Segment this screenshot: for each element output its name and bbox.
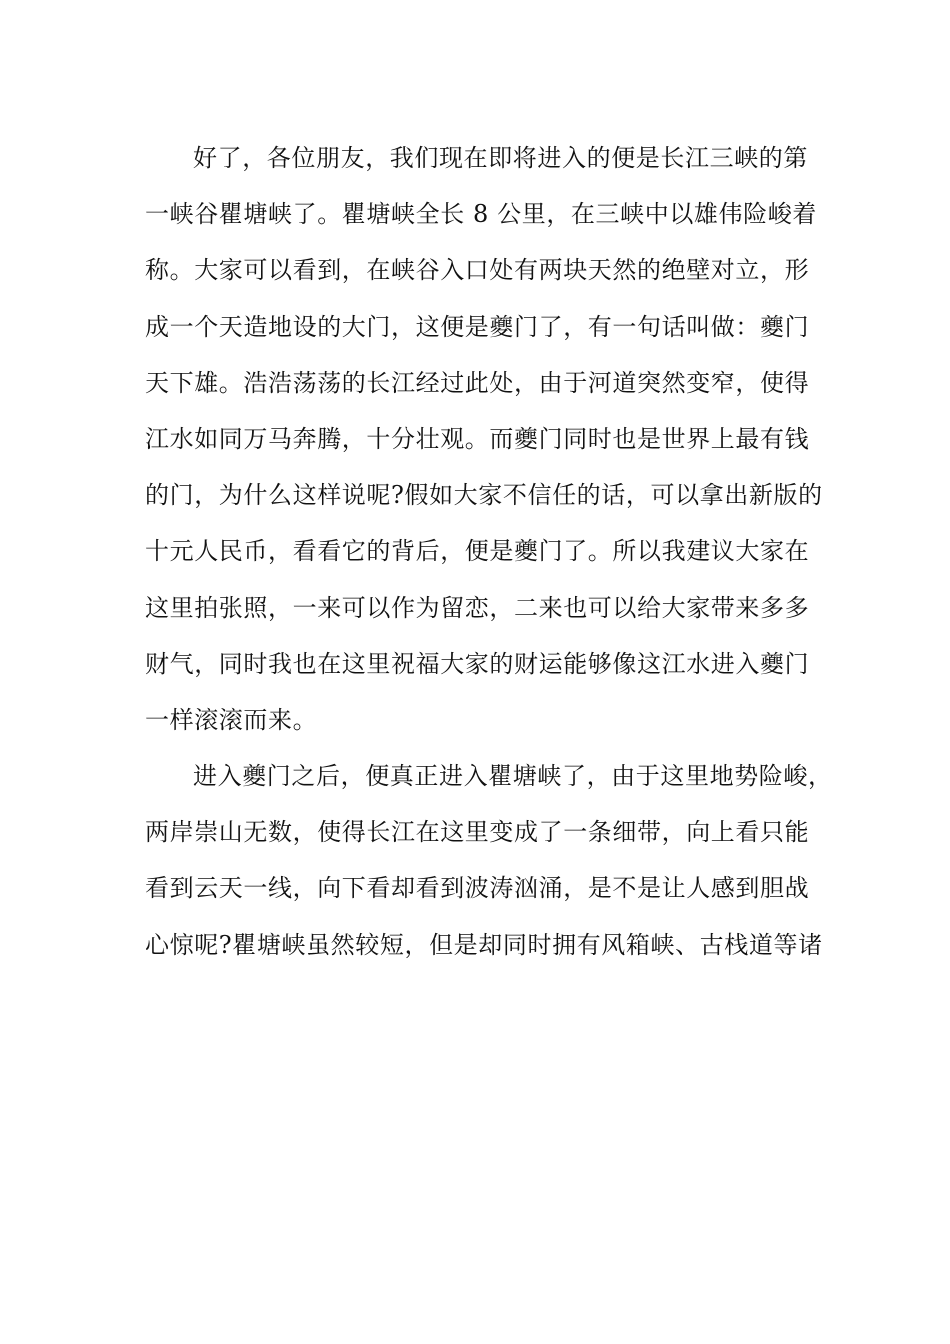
text-line: 江水如同万马奔腾，十分壮观。而夔门同时也是世界上最有钱: [145, 424, 810, 453]
text-line: 一样滚滚而来。: [145, 705, 318, 734]
text-line: 看到云天一线，向下看却看到波涛汹涌，是不是让人感到胆战: [145, 874, 810, 903]
text-line: 的门，为什么这样说呢?假如大家不信任的话，可以拿出新版的: [145, 481, 823, 510]
paragraph-1: [145, 130, 835, 748]
text-line: 十元人民币，看看它的背后，便是夔门了。所以我建议大家在: [145, 537, 810, 566]
text-line: 进入夔门之后，便真正进入瞿塘峡了，由于这里地势险峻，: [193, 762, 833, 791]
body-text: [145, 130, 835, 973]
paragraph-2: [145, 748, 835, 973]
text-line: 这里拍张照，一来可以作为留恋，二来也可以给大家带来多多: [145, 593, 810, 622]
text-line: 心惊呢?瞿塘峡虽然较短，但是却同时拥有风箱峡、古栈道等诸: [145, 930, 823, 959]
text-line: 财气，同时我也在这里祝福大家的财运能够像这江水进入夔门: [145, 649, 810, 678]
text-line: 天下雄。浩浩荡荡的长江经过此处，由于河道突然变窄，使得: [145, 368, 810, 397]
text-line: 一峡谷瞿塘峡了。瞿塘峡全长 8 公里，在三峡中以雄伟险峻着: [145, 200, 817, 229]
text-line: 称。大家可以看到，在峡谷入口处有两块天然的绝壁对立，形: [145, 256, 810, 285]
text-line: 好了，各位朋友，我们现在即将进入的便是长江三峡的第: [193, 144, 808, 172]
text-line: 成一个天造地设的大门，这便是夔门了，有一句话叫做：夔门: [145, 312, 810, 341]
text-line: 两岸崇山无数，使得长江在这里变成了一条细带，向上看只能: [145, 818, 810, 847]
